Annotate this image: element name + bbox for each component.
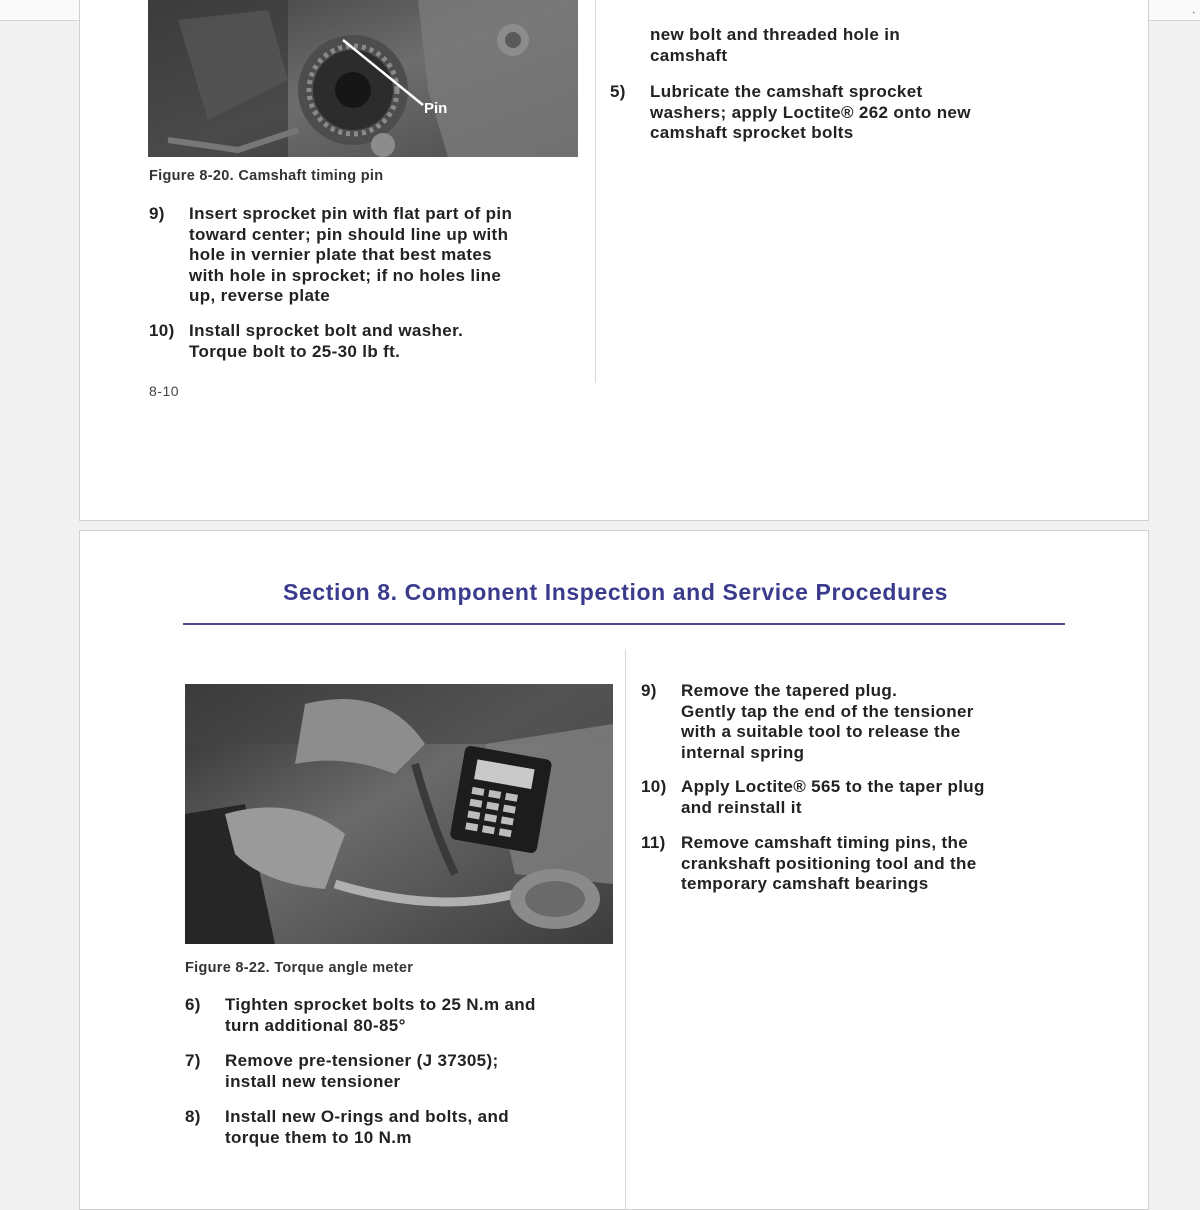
column-divider [625, 649, 626, 1209]
step-number: 10) [641, 777, 667, 796]
step-text: Install new O-rings and bolts, and torque them to 10 N.m [225, 1107, 509, 1147]
step-number: 10) [149, 321, 175, 340]
pin-callout-label: Pin [424, 100, 448, 117]
step-item [185, 995, 615, 1040]
document-page-section-8 [79, 530, 1149, 1210]
step-text: Remove the tapered plug. Gently tap the end of the tensioner with a suitable tool to release the internal spring [681, 681, 974, 762]
corner-tick-icon: ˎ [1192, 0, 1196, 14]
step-item [641, 777, 1081, 822]
step-text: Tighten sprocket bolts to 25 N.m and turn additional 80-85° [225, 995, 536, 1035]
step-text: Apply Loctite® 565 to the taper plug and reinstall it [681, 777, 985, 817]
step-item [149, 204, 589, 309]
section-title-rule [183, 623, 1065, 625]
step-text: Remove camshaft timing pins, the crankshaft positioning tool and the temporary camshaft bearings [681, 833, 977, 893]
figure-caption: Figure 8-20. Camshaft timing pin [149, 168, 384, 184]
camshaft-timing-pin-photo [148, 0, 578, 157]
step-text: Insert sprocket pin with flat part of pin toward center; pin should line up with hole in vernier plate that best mates with hole in sprocket; if no holes line up, reverse plate [189, 204, 513, 305]
step-number: 6) [185, 995, 201, 1014]
step-number: 9) [641, 681, 657, 700]
step-number: 8) [185, 1107, 201, 1126]
step-text: Remove pre-tensioner (J 37305); install new tensioner [225, 1051, 499, 1091]
step-text: Install sprocket bolt and washer. Torque bolt to 25-30 lb ft. [189, 321, 464, 361]
torque-angle-meter-photo [185, 684, 613, 944]
step-item [149, 321, 589, 366]
step-number: 9) [149, 204, 165, 223]
figure-caption: Figure 8-22. Torque angle meter [185, 960, 414, 976]
step-number: 7) [185, 1051, 201, 1070]
step-item [185, 1107, 615, 1152]
page-number: 8-10 [149, 383, 180, 399]
step-item [185, 1051, 615, 1096]
step-item [641, 681, 1081, 766]
section-title: Section 8. Component Inspection and Service Procedures [283, 579, 949, 605]
document-page-8-10 [79, 0, 1149, 521]
partial-step-text: new bolt and threaded hole in camshaft [650, 25, 901, 65]
step-item [610, 82, 1050, 147]
step-text: Lubricate the camshaft sprocket washers; apply Loctite® 262 onto new camshaft sprocket bolts [650, 82, 971, 142]
step-number: 5) [610, 82, 626, 101]
step-item [641, 833, 1081, 898]
column-divider [595, 0, 596, 383]
step-number: 11) [641, 833, 666, 852]
